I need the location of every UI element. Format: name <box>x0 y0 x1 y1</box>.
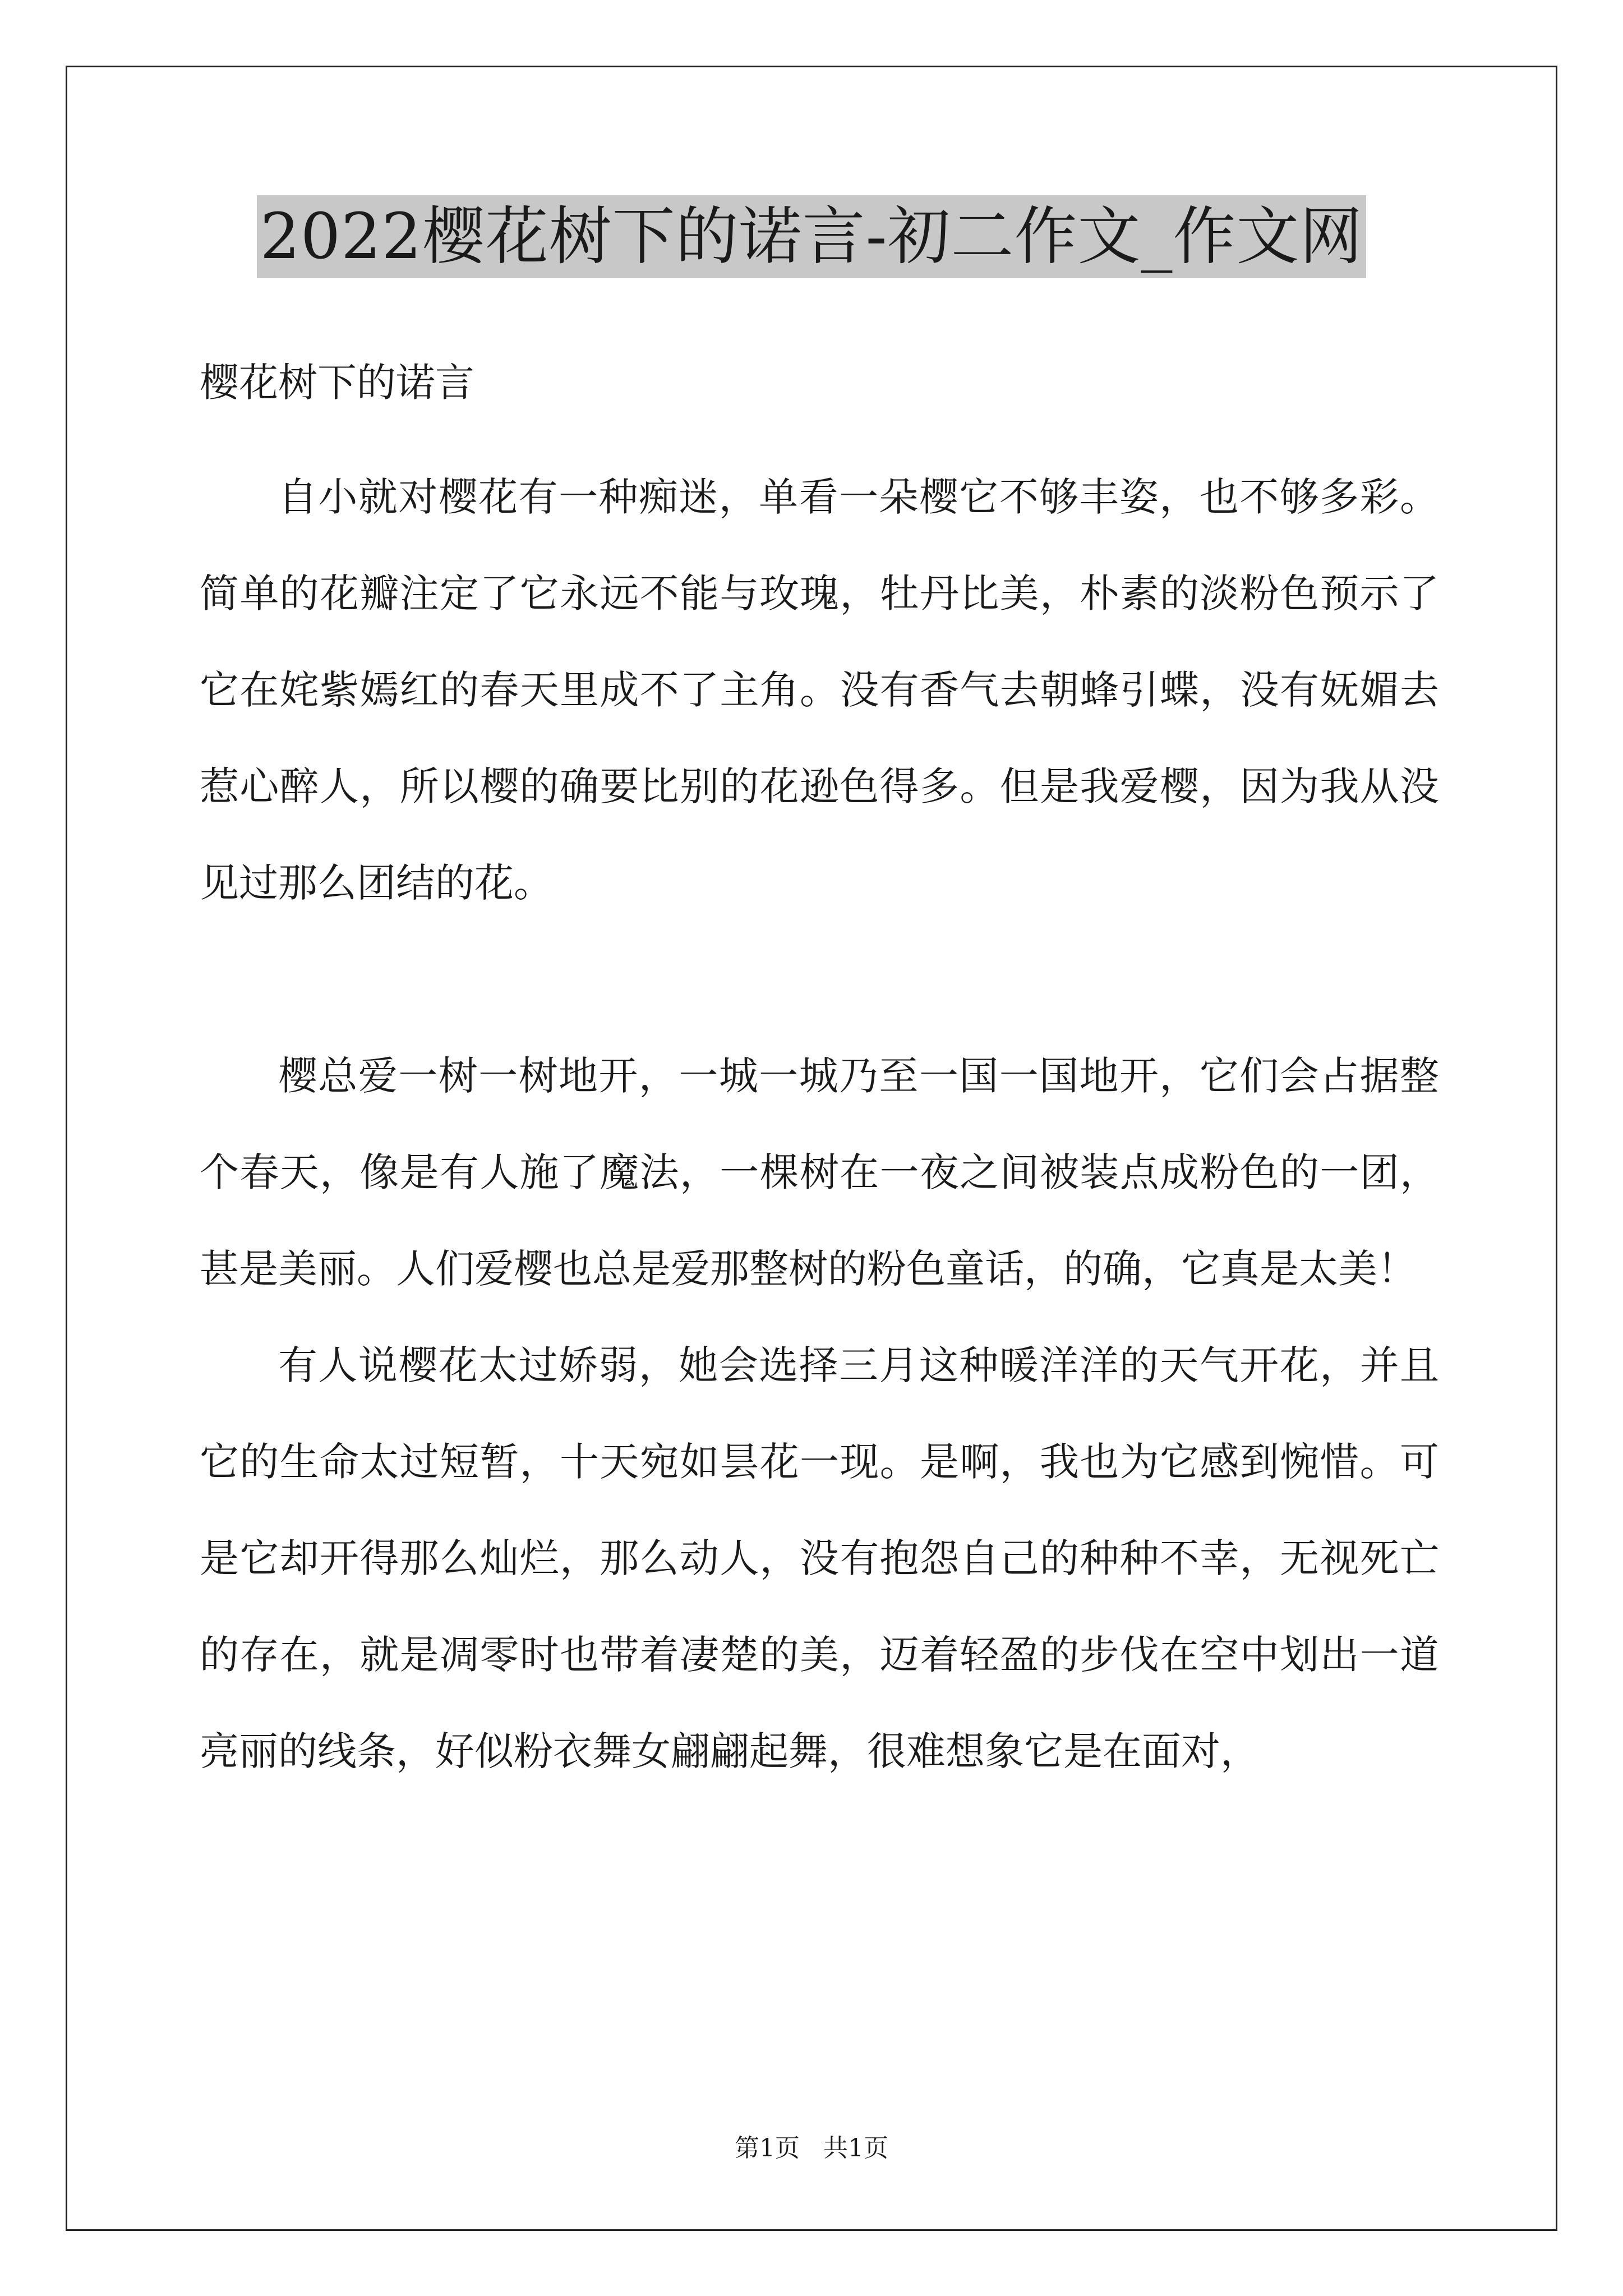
document-subtitle: 樱花树下的诺言 <box>200 360 474 406</box>
paragraph-gap <box>200 931 1439 1028</box>
paragraph-3: 有人说樱花太过娇弱，她会选择三月这种暖洋洋的天气开花，并且它的生命太过短暂，十天宛如昙花一现。是啊，我也为它感到惋惜。可是它却开得那么灿烂，那么动人，没有抱怨自己的种种不幸，无视死亡的存在，就是凋零时也带着凄楚的美，迈着轻盈的步伐在空中划出一道亮丽的线条，好似粉衣舞女翩翩起舞，很难想象它是在面对， <box>200 1342 1439 1774</box>
document-title: 2022樱花树下的诺言-初二作文_作文网 <box>257 195 1367 278</box>
document-body <box>200 355 1439 1800</box>
paragraph-1: 自小就对樱花有一种痴迷，单看一朵樱它不够丰姿，也不够多彩。简单的花瓣注定了它永远不能与玫瑰，牡丹比美，朴素的淡粉色预示了它在姹紫嫣红的春天里成不了主角。没有香气去朝蜂引蝶，没有妩媚去惹心醉人，所以樱的确要比别的花逊色得多。但是我爱樱，因为我从没见过那么团结的花。 <box>200 474 1439 906</box>
title-container <box>0 195 1623 278</box>
page-footer: 第1页 共1页 <box>735 2134 888 2162</box>
paragraph-2: 樱总爱一树一树地开，一城一城乃至一国一国地开，它们会占据整个春天，像是有人施了魔法，一棵树在一夜之间被装点成粉色的一团，甚是美丽。人们爱樱也总是爱那整树的粉色童话，的确，它真是太美！ <box>200 1053 1439 1292</box>
